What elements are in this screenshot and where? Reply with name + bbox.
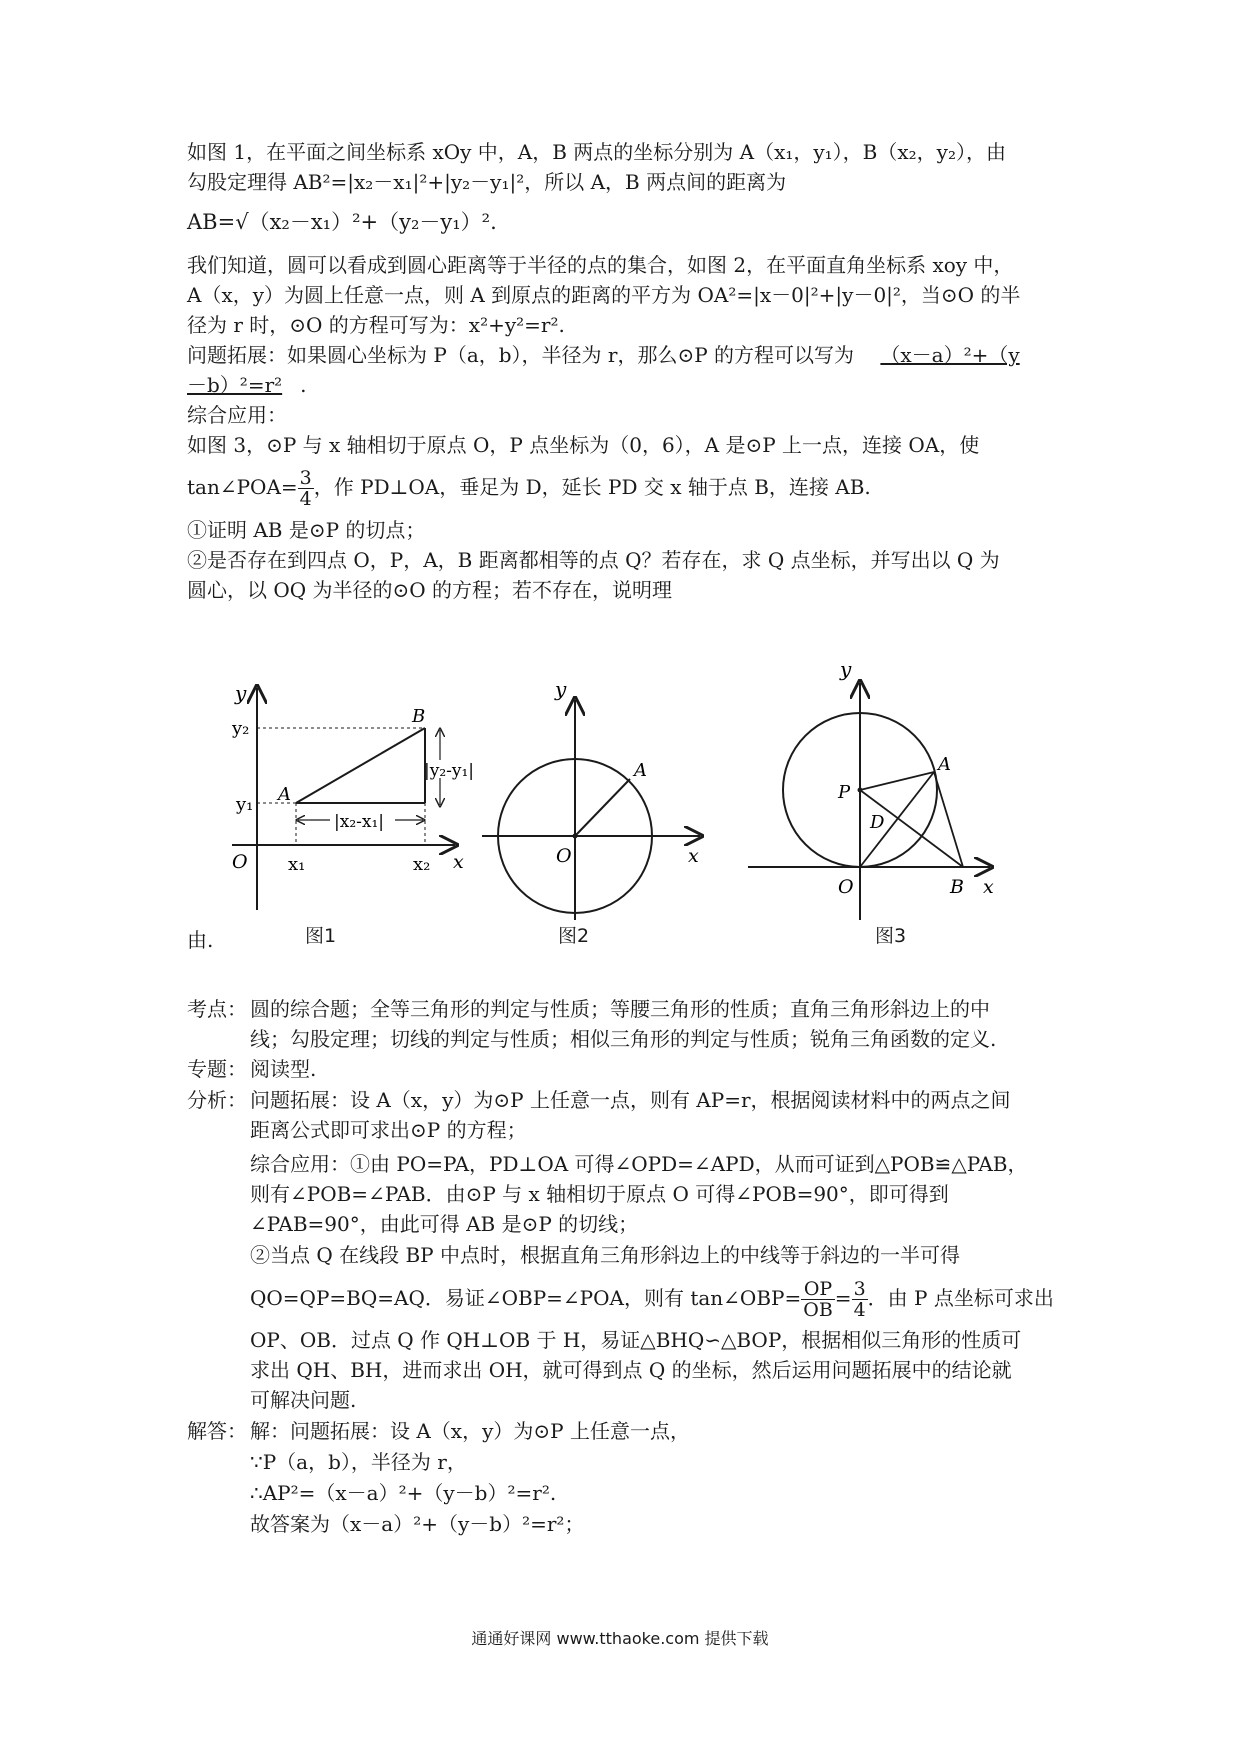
fenxi-line-4: 则有∠POB=∠PAB．由⊙P 与 x 轴相切于原点 O 可得∠POB=90°，即可得到 (250, 1182, 949, 1206)
fig3-point-p: P (838, 782, 851, 803)
fenxi-line-8: OP、OB．过点 Q 作 QH⊥OB 于 H，易证△BHQ∽△BOP，根据相似三角形的性质可 (250, 1328, 1022, 1352)
zhuanti-label: 专题： (187, 1057, 247, 1081)
fig1-origin: O (232, 851, 248, 873)
fenxi-line-3: 综合应用：①由 PO=PA，PD⊥OA 可得∠OPD=∠APD，从而可证到△POB≌△PAB， (250, 1152, 1028, 1176)
fig3-x-label: x (983, 876, 994, 898)
jieda-label: 解答： (187, 1419, 247, 1443)
circle-line-3: 径为 r 时，⊙O 的方程可写为：x²+y²=r². (187, 313, 565, 337)
fig1-segment-ab (296, 728, 425, 803)
extension-suffix: . (300, 373, 307, 397)
fenxi-label: 分析： (187, 1088, 247, 1112)
jieda-line-3: ∴AP²=（x－a）²+（y－b）²=r². (250, 1481, 557, 1505)
figure-3 (748, 657, 994, 920)
footer-credit: 通通好课网 www.tthaoke.com 提供下载 (471, 1629, 769, 1648)
fig3-point-a: A (938, 754, 951, 775)
fenxi-line-2: 距离公式即可求出⊙P 的方程； (250, 1118, 527, 1142)
fig1-dy-label: |y₂-y₁| (424, 761, 475, 781)
fenxi-line-6: ②当点 Q 在线段 BP 中点时，根据直角三角形斜边上的中线等于斜边的一半可得 (250, 1243, 960, 1267)
fig2-radius-oa (575, 779, 630, 836)
kaodian-label: 考点： (187, 997, 247, 1021)
intro-line-1: 如图 1，在平面之间坐标系 xOy 中，A，B 两点的坐标分别为 A（x₁，y₁），B（x₂，y₂），由 (187, 140, 1006, 164)
kaodian-line-2: 线；勾股定理；切线的判定与性质；相似三角形的判定与性质；锐角三角函数的定义. (250, 1027, 997, 1051)
fraction-3-4: $\frac{3}{4}$ (299, 467, 312, 510)
distance-formula: AB=√（x₂－x₁）²+（y₂－y₁）². (187, 210, 497, 234)
tan-poa-text: tan∠POA= (187, 475, 298, 499)
intro-line-2: 勾股定理得 AB²=|x₂－x₁|²+|y₂－y₁|²，所以 A，B 两点间的距离为 (187, 170, 787, 194)
extension-answer-1: （x－a）²+（y (880, 343, 1020, 367)
figure-1 (231, 681, 474, 910)
fig2-caption: 图2 (558, 925, 590, 947)
fraction-op-ob: $\frac{OP}{OB}$ (803, 1278, 833, 1321)
fig1-x-label: x (453, 851, 464, 873)
fenxi-line-7: QO=QP=BQ=AQ．易证∠OBP=∠POA，则有 tan∠OBP= $\frac{OP}{OB}$ = $\frac{3}{4}$ ．由 P 点坐标可求出 (250, 1278, 1054, 1321)
fig1-dx-label: |x₂-x₁| (334, 812, 385, 832)
fig2-x-label: x (688, 845, 699, 867)
question-1: ①证明 AB 是⊙P 的切点； (187, 518, 426, 542)
fig3-y-label: y (840, 657, 852, 681)
fig1-y-label: y (235, 681, 247, 705)
application-line-2-rest: ，作 PD⊥OA，垂足为 D，延长 PD 交 x 轴于点 B，连接 AB. (313, 475, 871, 499)
application-line-1: 如图 3，⊙P 与 x 轴相切于原点 O，P 点坐标为（0，6），A 是⊙P 上一点，连接 OA，使 (187, 433, 980, 457)
circle-line-1: 我们知道，圆可以看成到圆心距离等于半径的点的集合，如图 2，在平面直角坐标系 xoy 中， (187, 253, 1014, 277)
extension-prefix: 问题拓展：如果圆心坐标为 P（a，b），半径为 r，那么⊙P 的方程可以写为 (187, 343, 855, 367)
fig1-point-a: A (278, 784, 291, 805)
application-title: 综合应用： (187, 403, 287, 427)
reason-tail: 由. (187, 928, 214, 952)
jieda-line-4: 故答案为（x－a）²+（y－b）²=r²； (250, 1512, 585, 1536)
fenxi-line-5: ∠PAB=90°，由此可得 AB 是⊙P 的切线； (250, 1212, 639, 1236)
fig3-caption: 图3 (875, 925, 907, 947)
fig2-origin: O (556, 845, 572, 867)
fig1-point-b: B (412, 706, 426, 727)
question-2-line-1: ②是否存在到四点 O，P，A，B 距离都相等的点 Q？若存在，求 Q 点坐标，并写出以 Q 为 (187, 548, 1000, 572)
extension-answer-2: －b）²=r² (187, 373, 283, 397)
fenxi-line-10: 可解决问题. (250, 1388, 357, 1412)
fig3-point-b: B (950, 876, 964, 898)
fenxi-line-1: 问题拓展：设 A（x，y）为⊙P 上任意一点，则有 AP=r，根据阅读材料中的两点之间 (250, 1088, 1011, 1112)
fig1-y1-label: y₁ (236, 794, 254, 815)
jieda-line-2: ∵P（a，b），半径为 r， (250, 1450, 467, 1474)
fig2-point-a: A (634, 760, 647, 781)
fig3-point-d: D (870, 812, 885, 833)
fig3-origin: O (838, 876, 854, 898)
fig1-x2-label: x₂ (413, 854, 431, 875)
fig1-y2-label: y₂ (232, 718, 250, 739)
question-2-line-2: 圆心，以 OQ 为半径的⊙O 的方程；若不存在，说明理 (187, 578, 673, 602)
fraction-3-4-b: $\frac{3}{4}$ (853, 1278, 866, 1321)
kaodian-line-1: 圆的综合题；全等三角形的判定与性质；等腰三角形的性质；直角三角形斜边上的中 (250, 997, 990, 1021)
fenxi-line-9: 求出 QH、BH，进而求出 OH，就可得到点 Q 的坐标，然后运用问题拓展中的结论就 (250, 1358, 1012, 1382)
jieda-line-1: 解：问题拓展：设 A（x，y）为⊙P 上任意一点， (250, 1419, 690, 1443)
circle-line-2: A（x，y）为圆上任意一点，则 A 到原点的距离的平方为 OA²=|x－0|²+|y－0|²，当⊙O 的半 (187, 283, 1021, 307)
fig1-x1-label: x₁ (288, 854, 306, 875)
fig2-y-label: y (555, 677, 567, 701)
figure-2 (482, 677, 700, 920)
fig1-caption: 图1 (305, 925, 337, 947)
zhuanti-text: 阅读型. (250, 1057, 317, 1081)
